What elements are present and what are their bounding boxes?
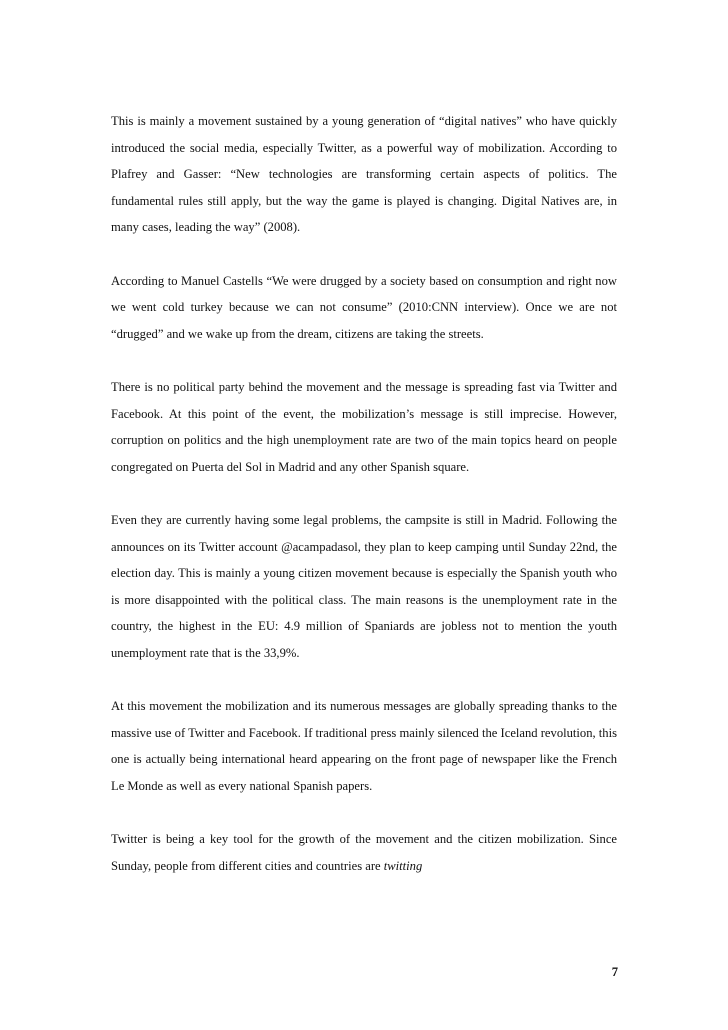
paragraph-twitter-key-tool — [111, 826, 617, 879]
paragraph-no-political-party: There is no political party behind the movement and the message is spreading fast via Twitter and Facebook. At this point of the event, the mobilization’s message is still imprecise. However, corruption on politics and the high unemployment rate are two of the main topics heard on people congregated on Puerta del Sol in Madrid and any other Spanish square. — [111, 379, 617, 474]
paragraph-digital-natives: This is mainly a movement sustained by a young generation of “digital natives” who have quickly introduced the social media, especially Twitter, as a powerful way of mobilization. According to Plafrey and Gasser: “New technologies are transforming certain aspects of politics. The fundamental rules still apply, but the way the game is played is changing. Digital Natives are, in many cases, leading the way” (2008). — [111, 114, 617, 235]
italic-word-twitting: twitting — [383, 858, 423, 873]
page-number: 7 — [611, 965, 618, 979]
paragraph-twitter-text: Twitter is being a key tool for the growth of the movement and the citizen mobilization. Since Sunday, people from different cities and countries are — [111, 832, 617, 873]
paragraph-castells-quote: According to Manuel Castells “We were drugged by a society based on consumption and right now we went cold turkey because we can not consume” (2010:CNN interview). Once we are not “drugged” and we wake up from the dream, citizens are taking the streets. — [111, 273, 617, 341]
paragraph-global-spreading: At this movement the mobilization and its numerous messages are globally spreading thanks to the massive use of Twitter and Facebook. If traditional press mainly silenced the Iceland revolution, this one is actually being international heard appearing on the front page of newspaper like the French Le Monde as well as every national Spanish papers. — [111, 699, 618, 793]
paragraph-campsite-madrid: Even they are currently having some legal problems, the campsite is still in Madrid. Following the announces on its Twitter account @acampadasol, they plan to keep camping until Sunday 22nd, the election day. This is mainly a young citizen movement because is especially the Spanish youth who is more disappointed with the political class. The main reasons is the unemployment rate in the country, the highest in the EU: 4.9 million of Spaniards are jobless not to mention the youth unemployment rate that is the 33,9%. — [111, 512, 617, 660]
body-text — [111, 108, 617, 879]
